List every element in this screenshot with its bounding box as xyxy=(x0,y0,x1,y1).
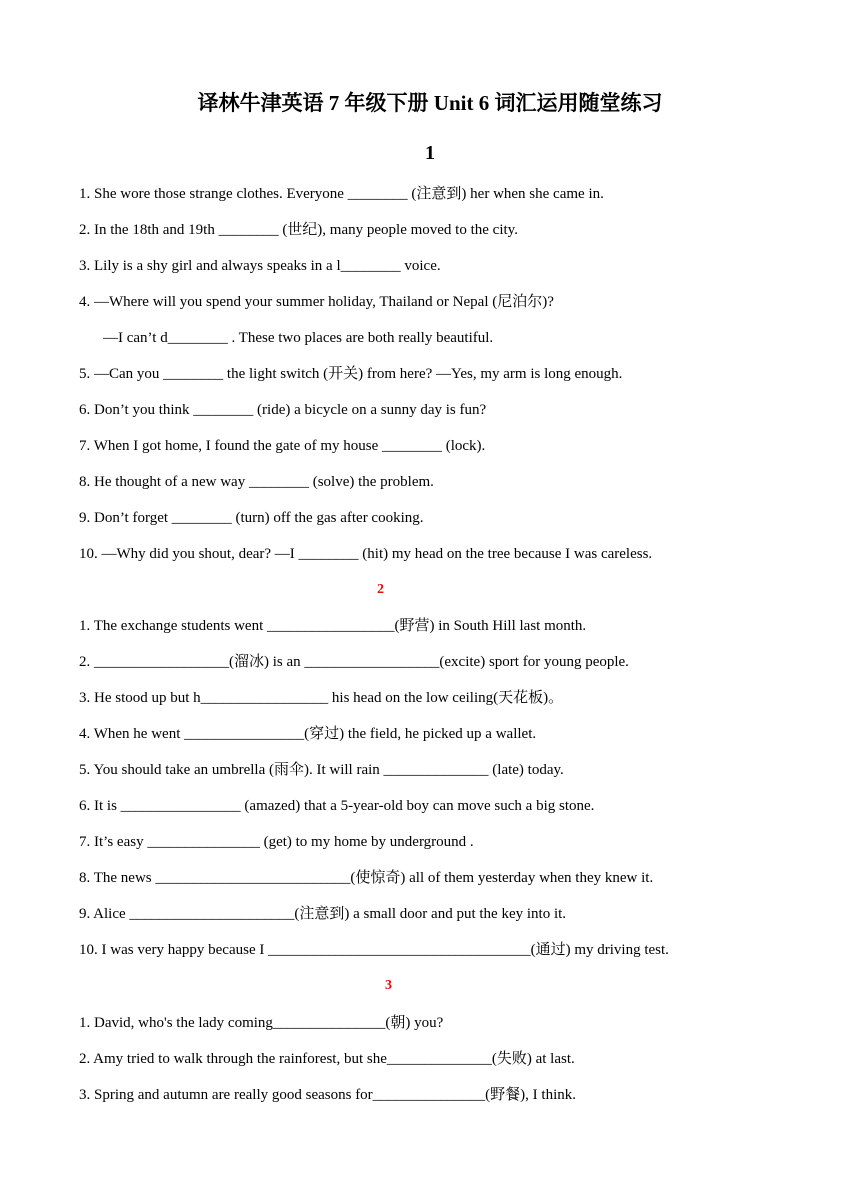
exercise-3-item-3: 3. Spring and autumn are really good seasons for_______________(野餐), I think. xyxy=(79,1087,576,1103)
exercise-2-item-10: 10. I was very happy because I ___________________________________(通过) my driving test. xyxy=(79,942,669,958)
exercise-2-item-5: 5. You should take an umbrella (雨伞). It will rain ______________ (late) today. xyxy=(79,762,564,778)
document-title: 译林牛津英语 7 年级下册 Unit 6 词汇运用随堂练习 xyxy=(197,91,663,115)
exercise-2-item-7: 7. It’s easy _______________ (get) to my home by underground . xyxy=(79,834,474,850)
exercise-1-item-4-reply: —I can’t d________ . These two places are both really beautiful. xyxy=(103,330,494,346)
exercise-1-item-4: 4. —Where will you spend your summer holiday, Thailand or Nepal (尼泊尔)? xyxy=(79,294,554,310)
exercise-2-item-1: 1. The exchange students went _________________(野营) in South Hill last month. xyxy=(79,618,587,634)
exercise-2-item-3: 3. He stood up but h_________________ his head on the low ceiling(天花板)。 xyxy=(79,690,564,706)
exercise-1-item-7: 7. When I got home, I found the gate of my house ________ (lock). xyxy=(79,438,486,454)
exercise-1-item-1: 1. She wore those strange clothes. Everyone ________ (注意到) her when she came in. xyxy=(79,186,604,202)
section-2-number: 2 xyxy=(377,582,384,597)
exercise-1-item-8: 8. He thought of a new way ________ (solve) the problem. xyxy=(79,474,434,490)
exercise-1-item-2: 2. In the 18th and 19th ________ (世纪), many people moved to the city. xyxy=(79,222,518,238)
section-1-number: 1 xyxy=(425,142,435,164)
exercise-1-item-3: 3. Lily is a shy girl and always speaks in a l________ voice. xyxy=(79,258,441,274)
exercise-1-item-9: 9. Don’t forget ________ (turn) off the gas after cooking. xyxy=(79,510,424,526)
exercise-1-item-10: 10. —Why did you shout, dear? —I ________ (hit) my head on the tree because I was careless. xyxy=(79,546,653,562)
exercise-2-item-8: 8. The news __________________________(使惊奇) all of them yesterday when they knew it. xyxy=(79,870,654,886)
section-3-number: 3 xyxy=(385,978,392,993)
exercise-1-item-5: 5. —Can you ________ the light switch (开关) from here? —Yes, my arm is long enough. xyxy=(79,366,623,382)
exercise-1-item-6: 6. Don’t you think ________ (ride) a bicycle on a sunny day is fun? xyxy=(79,402,487,418)
exercise-2-item-6: 6. It is ________________ (amazed) that a 5-year-old boy can move such a big stone. xyxy=(79,798,595,814)
exercise-3-item-2: 2. Amy tried to walk through the rainforest, but she______________(失败) at last. xyxy=(79,1051,575,1067)
exercise-2-item-9: 9. Alice ______________________(注意到) a small door and put the key into it. xyxy=(79,906,567,922)
exercise-2-item-2: 2. __________________(溜冰) is an __________________(excite) sport for young people. xyxy=(79,654,629,670)
exercise-2-item-4: 4. When he went ________________(穿过) the field, he picked up a wallet. xyxy=(79,726,537,742)
exercise-3-item-1: 1. David, who's the lady coming_______________(朝) you? xyxy=(79,1015,444,1031)
